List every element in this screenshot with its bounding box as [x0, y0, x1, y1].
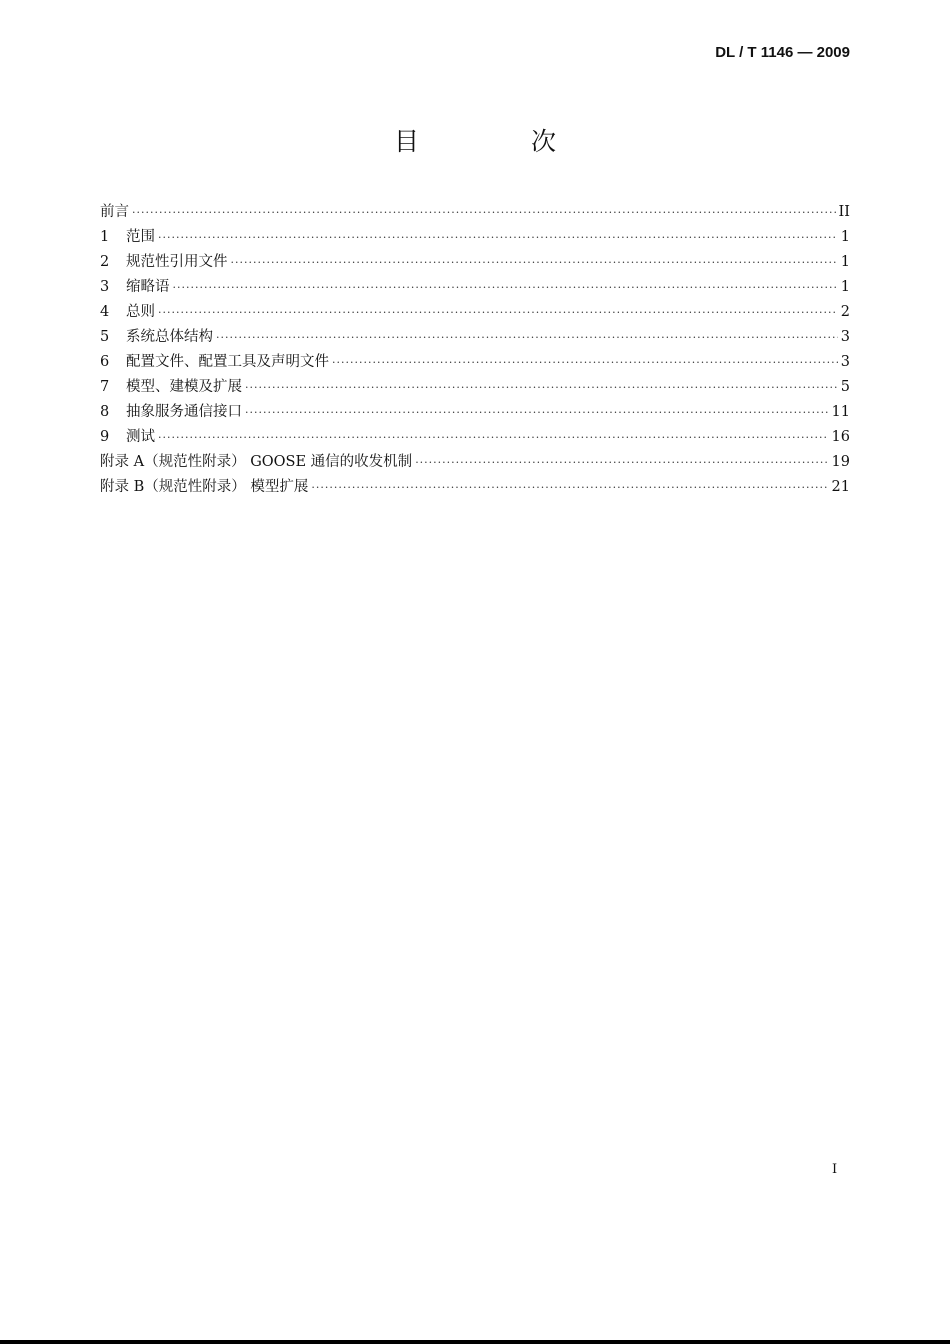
toc-number: 5: [100, 329, 110, 345]
toc-entry-2[interactable]: [100, 250, 850, 275]
toc-page: 19: [831, 454, 850, 470]
toc-label: 附录 B（规范性附录） 模型扩展: [100, 479, 309, 495]
page-number: I: [832, 1162, 838, 1177]
toc-entry-1[interactable]: [100, 225, 850, 250]
toc-label: 配置文件、配置工具及声明文件: [126, 354, 329, 370]
toc-label: 抽象服务通信接口: [126, 404, 242, 420]
toc-leader: [415, 450, 828, 475]
toc-page: 16: [831, 429, 850, 445]
toc-label: 总则: [126, 304, 155, 320]
toc-entry-appendix-b[interactable]: [100, 475, 850, 500]
table-of-contents: [100, 200, 850, 500]
toc-number: 9: [100, 429, 110, 445]
toc-entry-3[interactable]: [100, 275, 850, 300]
toc-leader: [158, 225, 838, 250]
toc-entry-foreword[interactable]: [100, 200, 850, 225]
toc-page: 5: [840, 379, 850, 395]
toc-entry-4[interactable]: [100, 300, 850, 325]
toc-number: 8: [100, 404, 110, 420]
toc-entry-appendix-a[interactable]: [100, 450, 850, 475]
toc-label: 范围: [126, 229, 155, 245]
toc-label: 模型、建模及扩展: [126, 379, 242, 395]
toc-page: 1: [840, 279, 850, 295]
toc-leader: [158, 300, 838, 325]
toc-leader: [245, 400, 829, 425]
toc-entry-9[interactable]: [100, 425, 850, 450]
toc-number: 6: [100, 354, 110, 370]
toc-entry-8[interactable]: [100, 400, 850, 425]
toc-label: 系统总体结构: [126, 329, 213, 345]
toc-leader: [132, 200, 836, 225]
toc-label: 规范性引用文件: [126, 254, 228, 270]
toc-leader: [231, 250, 838, 275]
toc-page: II: [838, 204, 850, 220]
toc-number: 4: [100, 304, 110, 320]
toc-number: 3: [100, 279, 110, 295]
toc-page: 21: [831, 479, 850, 495]
toc-entry-5[interactable]: [100, 325, 850, 350]
toc-leader: [311, 475, 828, 500]
toc-leader: [158, 425, 829, 450]
page-title: 目 次: [394, 127, 608, 156]
toc-label: 缩略语: [126, 279, 170, 295]
bottom-rule: [0, 1340, 950, 1344]
toc-leader: [173, 275, 838, 300]
toc-entry-6[interactable]: [100, 350, 850, 375]
document-code: DL / T 1146 — 2009: [715, 44, 850, 61]
toc-page: 1: [840, 254, 850, 270]
toc-label: 前言: [100, 204, 129, 220]
toc-number: 2: [100, 254, 110, 270]
toc-number: 1: [100, 229, 110, 245]
toc-leader: [332, 350, 838, 375]
toc-page: 1: [840, 229, 850, 245]
toc-page: 3: [840, 329, 850, 345]
toc-entry-7[interactable]: [100, 375, 850, 400]
toc-page: 3: [840, 354, 850, 370]
toc-page: 11: [831, 404, 850, 420]
toc-label: 附录 A（规范性附录） GOOSE 通信的收发机制: [100, 454, 413, 470]
toc-leader: [216, 325, 838, 350]
toc-page: 2: [840, 304, 850, 320]
toc-number: 7: [100, 379, 110, 395]
toc-label: 测试: [126, 429, 155, 445]
toc-leader: [245, 375, 838, 400]
